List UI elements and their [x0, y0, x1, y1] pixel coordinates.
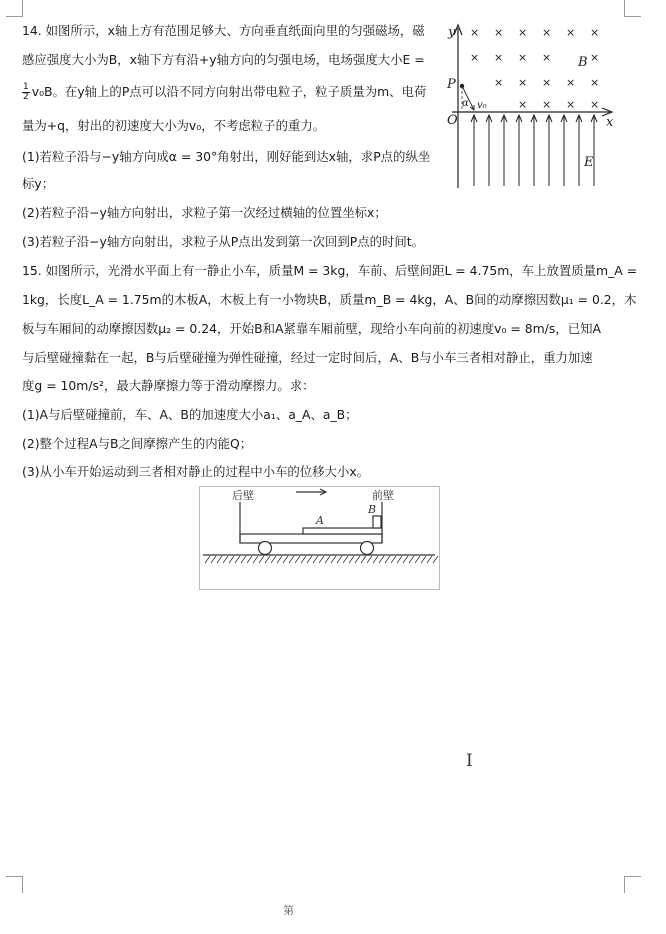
- cross-symbol: ×: [518, 51, 528, 64]
- electric-field-arrows: [471, 115, 597, 186]
- q15-sub2: (2)整个过程A与B之间摩擦产生的内能Q；: [22, 436, 253, 451]
- q15-line-1: 15. 如图所示，光滑水平面上有一静止小车，质量M = 3kg，车前、后壁间距L = 4.75m，车上放置质量m_A =: [22, 263, 638, 278]
- cart-body: [240, 534, 382, 543]
- cross-symbol: ×: [566, 98, 576, 111]
- q14-line-3-text: v₀B。在y轴上的P点可以沿不同方向射出带电粒子，粒子质量为m、电荷: [31, 84, 427, 99]
- label-b: B: [578, 55, 588, 70]
- cross-symbol: ×: [470, 51, 480, 64]
- cart-diagram-figure: [199, 486, 440, 590]
- board-a-label: A: [316, 514, 324, 527]
- text-cursor-icon: I: [466, 751, 473, 771]
- crop-mark-top-left: [6, 0, 23, 17]
- q15-line-4: 与后壁碰撞黏在一起，B与后壁碰撞为弹性碰撞，经过一定时间后，A、B与小车三者相对静止，重力加速: [22, 350, 593, 365]
- q14-sub2: (2)若粒子沿−y轴方向射出，求粒子第一次经过横轴的位置坐标x；: [22, 205, 387, 220]
- front-wheel: [361, 542, 374, 555]
- label-v0: v₀: [477, 100, 487, 111]
- cross-symbol: ×: [590, 98, 600, 111]
- q14-line-3: [22, 83, 426, 102]
- cross-symbol: ×: [566, 76, 576, 89]
- point-p-dot: [460, 84, 463, 87]
- q14-line-4: 量为+q，射出的初速度大小为v₀，不考虑粒子的重力。: [22, 118, 326, 133]
- cross-symbol: ×: [470, 26, 480, 39]
- q15-line-2: 1kg，长度L_A = 1.75m的木板A，木板上有一小物块B，质量m_B = 4kg，A、B间的动摩擦因数μ₁ = 0.2，木: [22, 292, 637, 307]
- cross-symbol: ×: [518, 76, 528, 89]
- cross-symbol: ×: [590, 51, 600, 64]
- q15-line-3: 板与车厢间的动摩擦因数μ₂ = 0.24，开始B和A紧靠车厢前壁，现给小车向前的初速度v₀ = 8m/s，已知A: [22, 321, 601, 336]
- cross-symbol: ×: [494, 76, 504, 89]
- front-wall-label: 前壁: [372, 489, 394, 502]
- crop-mark-top-right: [624, 0, 641, 17]
- field-diagram-figure: [444, 20, 620, 190]
- rear-wheel: [259, 542, 272, 555]
- label-y: y: [448, 25, 456, 40]
- fraction-one-half: [22, 83, 30, 102]
- q15-sub3: (3)从小车开始运动到三者相对静止的过程中小车的位移大小x。: [22, 464, 370, 479]
- cross-symbol: ×: [590, 76, 600, 89]
- cross-symbol: ×: [590, 26, 600, 39]
- label-x: x: [606, 115, 614, 130]
- fraction-numerator: 1: [23, 82, 29, 92]
- block-b-label: B: [368, 503, 377, 516]
- cross-symbol: ×: [494, 26, 504, 39]
- block-b: [373, 516, 381, 528]
- label-alpha: α: [462, 98, 469, 109]
- cross-symbol: ×: [494, 51, 504, 64]
- q14-sub1-line-1: (1)若粒子沿与−y轴方向成α = 30°角射出，刚好能到达x轴，求P点的纵坐: [22, 149, 431, 164]
- page-footer: 第: [283, 904, 294, 917]
- crop-mark-bottom-left: [6, 876, 23, 893]
- cross-symbol: ×: [542, 98, 552, 111]
- crop-mark-bottom-right: [624, 876, 641, 893]
- fraction-denominator: 2: [23, 92, 29, 102]
- cross-symbol: ×: [518, 26, 528, 39]
- cross-symbol: ×: [542, 51, 552, 64]
- q14-line-1: 14. 如图所示，x轴上方有范围足够大、方向垂直纸面向里的匀强磁场，磁: [22, 23, 425, 38]
- label-p: P: [447, 77, 456, 92]
- rear-wall-label: 后壁: [232, 489, 254, 502]
- cross-symbol: ×: [566, 26, 576, 39]
- cross-symbol: ×: [518, 98, 528, 111]
- label-e: E: [584, 155, 594, 170]
- board-a: [303, 528, 382, 534]
- q14-line-2: 感应强度大小为B，x轴下方有沿+y轴方向的匀强电场，电场强度大小E =: [22, 52, 425, 67]
- q15-sub1: (1)A与后壁碰撞前，车、A、B的加速度大小a₁、a_A、a_B；: [22, 407, 358, 422]
- q14-sub3: (3)若粒子沿−y轴方向射出，求粒子从P点出发到第一次回到P点的时间t。: [22, 234, 425, 249]
- label-o: O: [447, 113, 458, 128]
- q14-sub1-line-2: 标y；: [22, 176, 55, 191]
- cross-symbol: ×: [542, 76, 552, 89]
- q15-line-5: 度g = 10m/s²，最大静摩擦力等于滑动摩擦力。求：: [22, 378, 315, 393]
- cross-symbol: ×: [542, 26, 552, 39]
